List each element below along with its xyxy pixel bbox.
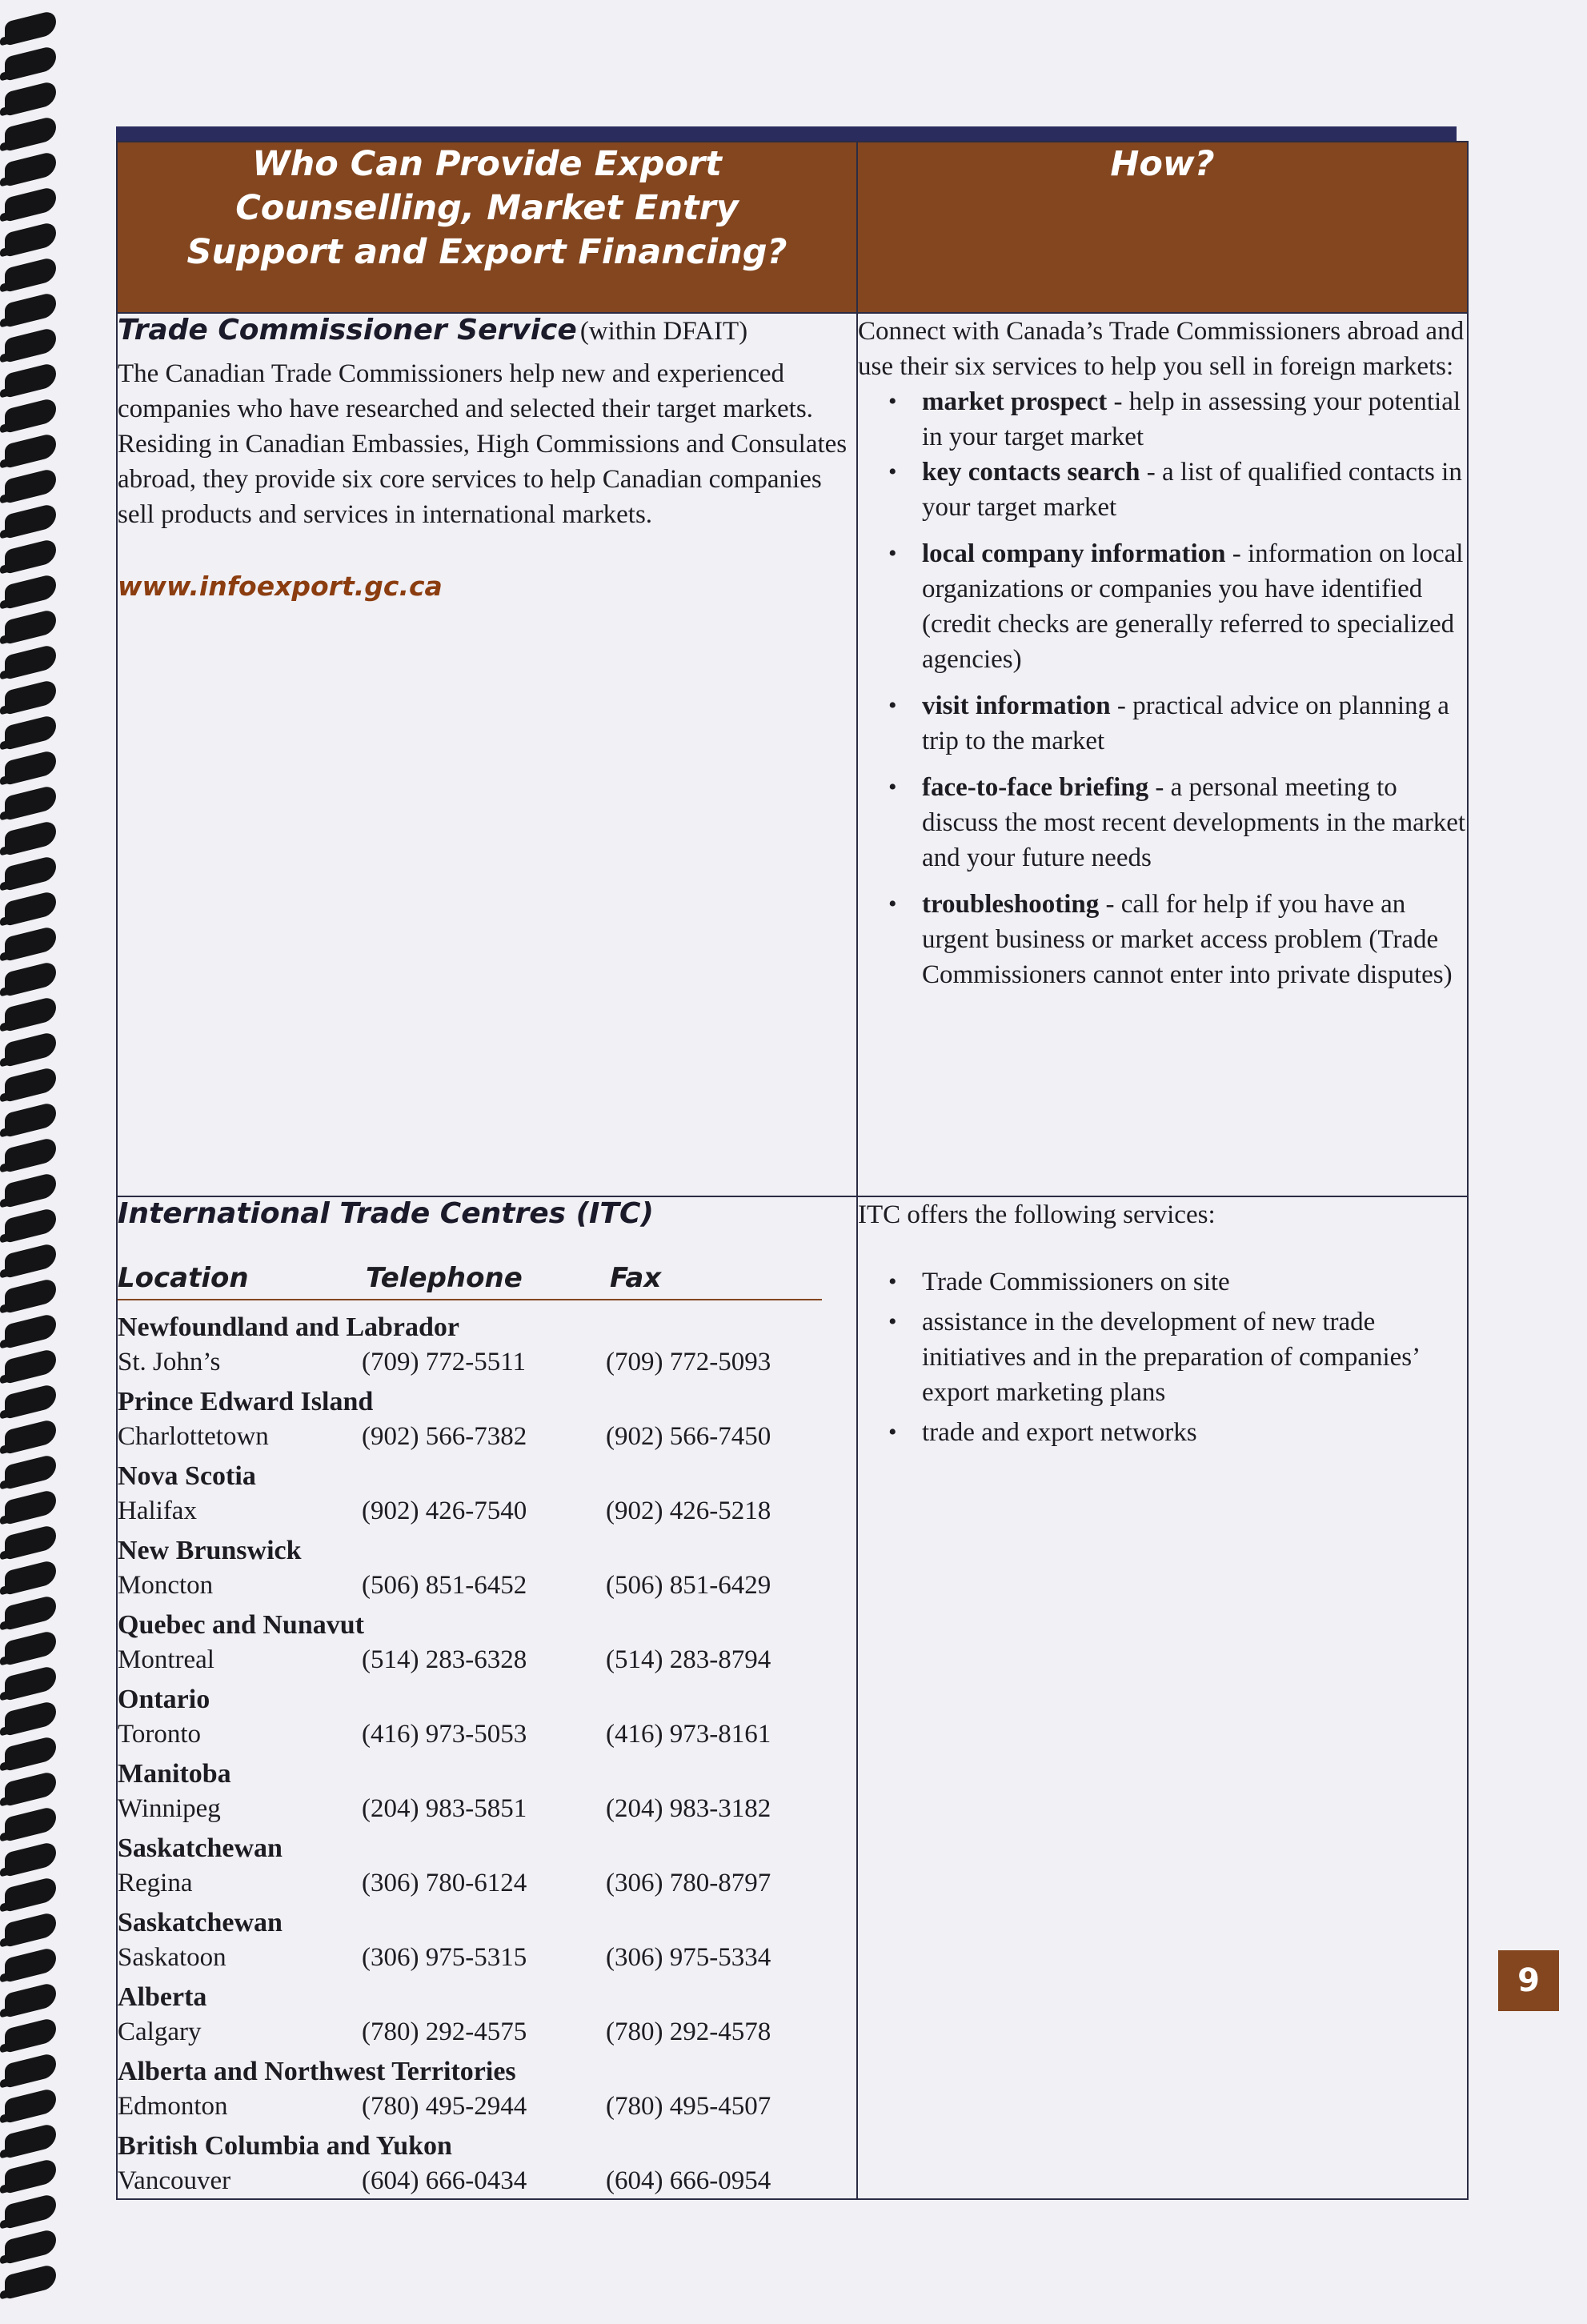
service-desc: - information on local organizations or companies you have identified (credit checks are generally referred to specialized agencies) — [922, 539, 1464, 674]
spiral-coil — [5, 221, 56, 258]
page-number-badge: 9 — [1498, 1950, 1559, 2011]
spiral-coil — [5, 1489, 56, 1525]
itc-intro: ITC offers the following services: — [858, 1200, 1216, 1229]
spiral-coil — [5, 1312, 56, 1349]
spiral-coil — [5, 1805, 56, 1842]
office-telephone: (780) 495-2944 — [362, 2092, 527, 2121]
spiral-coil — [5, 1700, 56, 1737]
office-city: Winnipeg — [118, 1794, 221, 1823]
office-row — [118, 1865, 856, 1901]
itc-how-cell — [857, 1196, 1468, 2199]
spiral-coil — [5, 2263, 56, 2300]
office-row — [118, 1568, 856, 1603]
itc-title: International Trade Centres (ITC) — [118, 1197, 654, 1230]
spiral-coil — [5, 1136, 56, 1173]
office-telephone: (780) 292-4575 — [362, 2017, 527, 2046]
spiral-coil — [5, 573, 56, 610]
service-desc: - practical advice on planning a trip to the market — [922, 691, 1449, 755]
spiral-coil — [5, 1383, 56, 1420]
office-city: Regina — [118, 1869, 193, 1897]
spiral-coil — [5, 2017, 56, 2054]
office-city: St. John’s — [118, 1348, 221, 1376]
office-city: Halifax — [118, 1497, 197, 1525]
spiral-coil — [5, 1735, 56, 1772]
itc-service-item: • assistance in the development of new trade initiatives and in the preparation of companies’ export marketing plans — [888, 1308, 1419, 1407]
spiral-coil — [5, 1911, 56, 1948]
office-city: Vancouver — [118, 2166, 231, 2195]
itc-column-headers — [118, 1262, 822, 1300]
col-fax-header: Fax — [610, 1262, 662, 1294]
spiral-coil — [5, 2052, 56, 2089]
header-top-bar — [116, 126, 1457, 141]
itc-service-item: • trade and export networks — [888, 1418, 1197, 1447]
office-province: Prince Edward Island — [118, 1387, 374, 1416]
spiral-coil — [5, 1594, 56, 1631]
tcs-service-item: • key contacts search - a list of qualified contacts in your target market — [888, 458, 1462, 522]
spiral-coil — [5, 1031, 56, 1068]
office-province: Saskatchewan — [118, 1833, 283, 1863]
service-name: troubleshooting — [922, 890, 1100, 919]
spiral-coil — [5, 1841, 56, 1877]
spiral-coil — [5, 1277, 56, 1314]
spiral-binding — [0, 0, 64, 2324]
service-name: local company information — [922, 539, 1226, 568]
tcs-service-item: • troubleshooting - call for help if you have an urgent business or market access problem (Trade Commissioners cannot enter into private disputes) — [888, 890, 1453, 989]
itc-offices-list — [118, 1310, 856, 2198]
export-support-table — [116, 141, 1469, 2200]
office-province: Saskatchewan — [118, 1908, 283, 1937]
spiral-coil — [5, 2228, 56, 2265]
spiral-coil — [5, 855, 56, 892]
spiral-coil — [5, 2193, 56, 2230]
header-who-line: Who Can Provide Export — [252, 144, 722, 184]
header-how-title: How? — [1110, 144, 1215, 184]
spiral-coil — [5, 503, 56, 539]
spiral-coil — [5, 432, 56, 469]
itc-service-text: trade and export networks — [922, 1418, 1197, 1447]
office-fax: (306) 780-8797 — [606, 1869, 771, 1897]
col-telephone-header: Telephone — [366, 1262, 523, 1294]
office-fax: (514) 283-8794 — [606, 1645, 771, 1674]
tcs-description-cell — [117, 313, 857, 1196]
office-row — [118, 1642, 856, 1677]
office-telephone: (204) 983-5851 — [362, 1794, 527, 1823]
spiral-coil — [5, 1066, 56, 1103]
office-telephone: (709) 772-5511 — [362, 1348, 526, 1376]
office-row — [118, 1940, 856, 1975]
spiral-coil — [5, 925, 56, 962]
tcs-intro: Connect with Canada’s Trade Commissioners abroad and use their six services to help you sell in foreign markets: — [858, 317, 1465, 381]
service-desc: - help in assessing your potential in your target market — [922, 387, 1461, 451]
office-province: Nova Scotia — [118, 1461, 256, 1491]
spiral-coil — [5, 2087, 56, 2124]
office-fax: (709) 772-5093 — [606, 1348, 771, 1376]
office-fax: (780) 495-4507 — [606, 2092, 771, 2121]
spiral-coil — [5, 186, 56, 222]
office-fax: (506) 851-6429 — [606, 1571, 771, 1600]
office-fax: (780) 292-4578 — [606, 2017, 771, 2046]
spiral-coil — [5, 608, 56, 645]
itc-service-item: • Trade Commissioners on site — [888, 1268, 1230, 1296]
tcs-heading — [118, 314, 856, 347]
spiral-coil — [5, 819, 56, 856]
office-province: Ontario — [118, 1685, 210, 1714]
spiral-coil — [5, 2122, 56, 2159]
service-name: key contacts search — [922, 458, 1140, 487]
office-province: New Brunswick — [118, 1536, 302, 1565]
spiral-coil — [5, 1770, 56, 1807]
spiral-coil — [5, 538, 56, 575]
office-fax: (306) 975-5334 — [606, 1943, 771, 1972]
service-desc: - a list of qualified contacts in your target market — [922, 458, 1462, 522]
service-desc: - call for help if you have an urgent business or market access problem (Trade Commissioners cannot enter into private disputes) — [922, 890, 1453, 989]
office-telephone: (902) 426-7540 — [362, 1497, 527, 1525]
office-telephone: (506) 851-6452 — [362, 1571, 527, 1600]
spiral-coil — [5, 150, 56, 187]
office-province: Alberta and Northwest Territories — [118, 2057, 516, 2086]
itc-locations-cell — [117, 1196, 857, 2199]
spiral-coil — [5, 960, 56, 997]
service-name: face-to-face briefing — [922, 773, 1149, 802]
tcs-how-cell — [857, 313, 1468, 1196]
office-row — [118, 2089, 856, 2124]
spiral-coil — [5, 996, 56, 1032]
header-how-cell — [857, 142, 1468, 313]
office-city: Edmonton — [118, 2092, 228, 2121]
office-province: Newfoundland and Labrador — [118, 1312, 460, 1342]
office-city: Montreal — [118, 1645, 214, 1674]
office-row — [118, 1344, 856, 1380]
spiral-coil — [5, 1418, 56, 1455]
service-name: market prospect — [922, 387, 1108, 416]
spiral-coil — [5, 1172, 56, 1208]
spiral-coil — [5, 1876, 56, 1913]
tcs-service-item: • market prospect - help in assessing your potential in your target market — [888, 387, 1461, 451]
office-row — [118, 1419, 856, 1454]
office-telephone: (902) 566-7382 — [362, 1422, 527, 1451]
tcs-subtitle: (within DFAIT) — [579, 317, 748, 346]
spiral-coil — [5, 1981, 56, 2018]
office-row — [118, 2014, 856, 2050]
spiral-coil — [5, 1242, 56, 1279]
office-row — [118, 1493, 856, 1529]
tcs-service-item: • face-to-face briefing - a personal meeting to discuss the most recent developments in the market and your future needs — [888, 773, 1466, 872]
spiral-coil — [5, 1101, 56, 1138]
office-province: British Columbia and Yukon — [118, 2131, 452, 2161]
spiral-coil — [5, 679, 56, 715]
office-city: Charlottetown — [118, 1422, 269, 1451]
office-telephone: (306) 780-6124 — [362, 1869, 527, 1897]
spiral-coil — [5, 10, 56, 46]
tcs-services-list — [858, 384, 1467, 992]
tcs-body: The Canadian Trade Commissioners help new and experienced companies who have researched and selected their target markets. Residing in Canadian Embassies, High Commissions and Consulates abroad, they provide six core services to help Canadian companies sell products and services in international markets. — [118, 359, 848, 529]
office-telephone: (514) 283-6328 — [362, 1645, 527, 1674]
office-row — [118, 1717, 856, 1752]
spiral-coil — [5, 1946, 56, 1983]
header-who-cell — [117, 142, 857, 313]
header-who-line: Support and Export Financing? — [186, 232, 787, 272]
spiral-coil — [5, 256, 56, 293]
office-fax: (604) 666-0954 — [606, 2166, 771, 2195]
tcs-service-item: • visit information - practical advice on planning a trip to the market — [888, 691, 1449, 755]
spiral-coil — [5, 714, 56, 751]
spiral-coil — [5, 80, 56, 117]
header-who-line: Counselling, Market Entry — [235, 188, 739, 228]
spiral-coil — [5, 1207, 56, 1244]
office-city: Saskatoon — [118, 1943, 226, 1972]
spiral-coil — [5, 467, 56, 504]
office-province: Alberta — [118, 1982, 207, 2012]
spiral-coil — [5, 1629, 56, 1666]
spiral-coil — [5, 397, 56, 434]
spiral-coil — [5, 1524, 56, 1561]
spiral-coil — [5, 115, 56, 152]
office-fax: (902) 426-5218 — [606, 1497, 771, 1525]
office-fax: (416) 973-8161 — [606, 1720, 771, 1749]
spiral-coil — [5, 291, 56, 328]
spiral-coil — [5, 643, 56, 680]
spiral-coil — [5, 327, 56, 363]
spiral-coil — [5, 45, 56, 82]
tcs-service-item: • local company information - information on local organizations or companies you have identified (credit checks are generally referred to specialized agencies) — [888, 539, 1464, 674]
office-telephone: (416) 973-5053 — [362, 1720, 527, 1749]
spiral-coil — [5, 1665, 56, 1701]
tcs-website-link[interactable]: www.infoexport.gc.ca — [118, 571, 443, 602]
itc-service-text: Trade Commissioners on site — [922, 1268, 1230, 1296]
office-row — [118, 1791, 856, 1826]
office-city: Moncton — [118, 1571, 214, 1600]
office-city: Calgary — [118, 2017, 202, 2046]
office-telephone: (604) 666-0434 — [362, 2166, 527, 2195]
itc-services-list — [858, 1264, 1467, 1450]
spiral-coil — [5, 1559, 56, 1596]
office-fax: (902) 566-7450 — [606, 1422, 771, 1451]
itc-service-text: assistance in the development of new trade initiatives and in the preparation of companies’ export marketing plans — [922, 1308, 1419, 1407]
office-province: Quebec and Nunavut — [118, 1610, 364, 1640]
service-name: visit information — [922, 691, 1111, 720]
office-city: Toronto — [118, 1720, 202, 1749]
spiral-coil — [5, 1348, 56, 1384]
spiral-coil — [5, 749, 56, 786]
tcs-title: Trade Commissioner Service — [118, 314, 577, 347]
office-province: Manitoba — [118, 1759, 231, 1789]
office-row — [118, 2163, 856, 2198]
spiral-coil — [5, 784, 56, 821]
service-desc: - a personal meeting to discuss the most recent developments in the market and your future needs — [922, 773, 1466, 872]
col-location-header: Location — [118, 1262, 249, 1294]
office-fax: (204) 983-3182 — [606, 1794, 771, 1823]
spiral-coil — [5, 2158, 56, 2194]
spiral-coil — [5, 362, 56, 399]
spiral-coil — [5, 890, 56, 927]
office-telephone: (306) 975-5315 — [362, 1943, 527, 1972]
spiral-coil — [5, 1453, 56, 1490]
